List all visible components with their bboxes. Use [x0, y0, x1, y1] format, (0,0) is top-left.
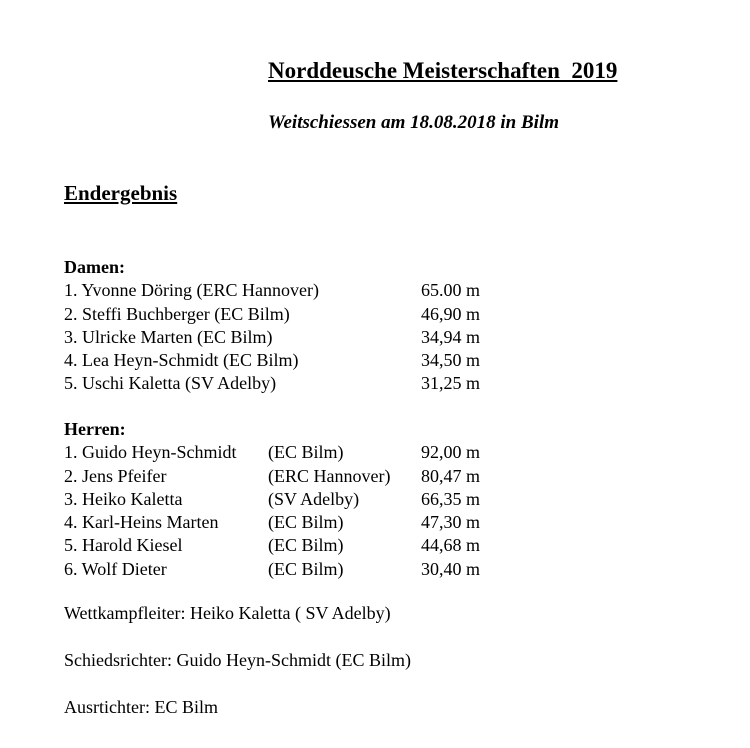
distance: 65.00 m [421, 280, 481, 301]
distance: 34,50 m [421, 350, 481, 371]
result-row [64, 349, 481, 372]
club-name: (EC Bilm) [268, 442, 344, 463]
club-name: (EC Bilm) [268, 558, 344, 579]
athlete-name: 5. Harold Kiesel [64, 535, 183, 556]
schiedsrichter-line: Schiedsrichter: Guido Heyn-Schmidt (EC Bilm) [64, 650, 411, 670]
results-heading: Endergebnis [64, 181, 178, 205]
athlete-name: 4. Lea Heyn-Schmidt (EC Bilm) [64, 350, 299, 371]
result-row [64, 558, 481, 581]
distance: 34,94 m [421, 326, 481, 347]
club-name: (ERC Hannover) [268, 465, 391, 486]
distance: 92,00 m [421, 442, 481, 463]
wettkampfleiter-line: Wettkampfleiter: Heiko Kaletta ( SV Adelby) [64, 603, 391, 623]
result-row [64, 279, 481, 302]
athlete-name: 3. Ulricke Marten (EC Bilm) [64, 326, 273, 347]
club-name: (EC Bilm) [268, 535, 344, 556]
athlete-name: 5. Uschi Kaletta (SV Adelby) [64, 373, 277, 394]
distance: 30,40 m [421, 558, 481, 579]
distance: 46,90 m [421, 303, 481, 324]
result-row [64, 303, 481, 326]
athlete-name: 6. Wolf Dieter [64, 558, 167, 579]
distance: 80,47 m [421, 465, 481, 486]
damen-label: Damen: [64, 257, 125, 277]
document-title: Norddeusche Meisterschaften 2019 [268, 58, 618, 83]
athlete-name: 3. Heiko Kaletta [64, 488, 183, 509]
distance: 66,35 m [421, 488, 481, 509]
result-row [64, 465, 481, 488]
athlete-name: 1. Guido Heyn-Schmidt [64, 442, 237, 463]
event-subtitle: Weitschiessen am 18.08.2018 in Bilm [268, 112, 560, 133]
athlete-name: 1. Yvonne Döring (ERC Hannover) [64, 280, 319, 301]
herren-label: Herren: [64, 419, 126, 439]
distance: 47,30 m [421, 512, 481, 533]
athlete-name: 2. Jens Pfeifer [64, 465, 167, 486]
distance: 31,25 m [421, 373, 481, 394]
result-row [64, 534, 481, 557]
athlete-name: 4. Karl-Heins Marten [64, 512, 219, 533]
result-row [64, 372, 481, 395]
result-row [64, 441, 481, 464]
result-row [64, 488, 481, 511]
result-row [64, 326, 481, 349]
athlete-name: 2. Steffi Buchberger (EC Bilm) [64, 303, 290, 324]
herren-section [64, 418, 481, 581]
club-name: (EC Bilm) [268, 512, 344, 533]
result-row [64, 511, 481, 534]
damen-section [64, 256, 481, 396]
ausrichter-line: Ausrtichter: EC Bilm [64, 697, 218, 717]
distance: 44,68 m [421, 535, 481, 556]
club-name: (SV Adelby) [268, 488, 360, 509]
